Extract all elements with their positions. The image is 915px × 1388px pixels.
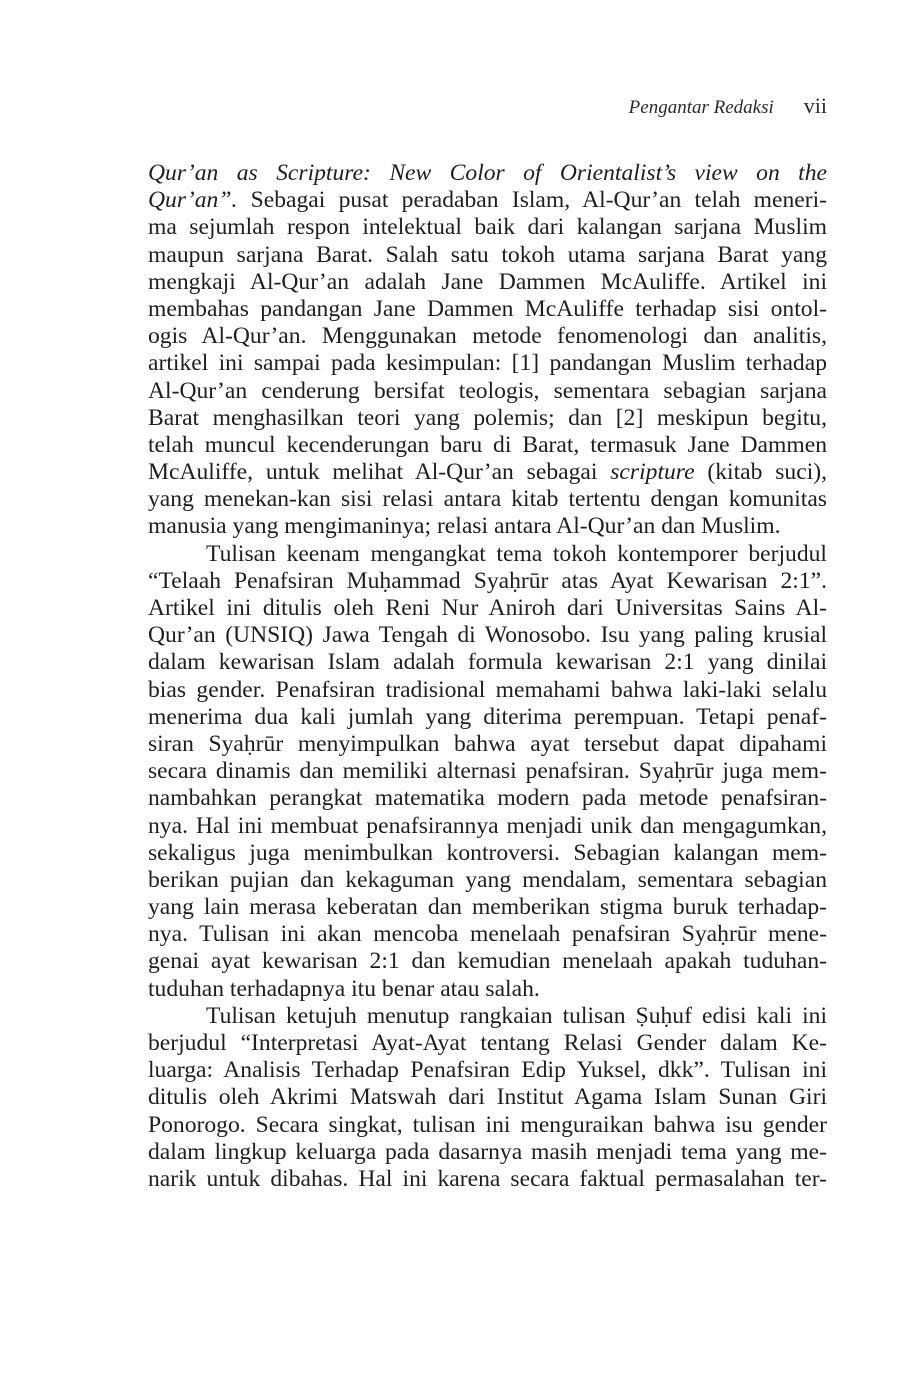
text-line: menerima dua kali jumlah yang diterima perempuan. Tetapi penaf- xyxy=(148,703,827,730)
text-line: Qur’an as Scripture: New Color of Orientalist’s view on the xyxy=(148,160,827,186)
text-line: artikel ini sampai pada kesimpulan: [1] pandangan Muslim terhadap xyxy=(148,350,827,377)
text-line: maupun sarjana Barat. Salah satu tokoh utama sarjana Barat yang xyxy=(148,241,827,268)
text-line: berjudul “Interpretasi Ayat-Ayat tentang Relasi Gender dalam Ke- xyxy=(148,1030,827,1056)
text-line: membahas pandangan Jane Dammen McAuliffe terhadap sisi ontol- xyxy=(148,295,827,322)
text-line: nambahkan perangkat matematika modern pada metode penafsiran- xyxy=(148,785,827,812)
text-segment-italic: Qur’an”. xyxy=(148,187,238,214)
text-line: tuduhan terhadapnya itu benar atau salah. xyxy=(148,975,540,1002)
running-head xyxy=(629,93,827,119)
text-line: Ponorogo. Secara singkat, tulisan ini menguraikan bahwa isu gender xyxy=(148,1111,827,1138)
text-line xyxy=(148,459,827,486)
text-line: manusia yang mengimaninya; relasi antara Al-Qur’an dan Muslim. xyxy=(148,513,781,540)
text-segment-italic: scripture xyxy=(610,459,695,486)
text-line: Artikel ini ditulis oleh Reni Nur Aniroh dari Universitas Sains Al- xyxy=(148,595,827,621)
text-line: Al-Qur’an cenderung bersifat teologis, sementara sebagian sarjana xyxy=(148,377,827,404)
text-line: Tulisan keenam mengangkat tema tokoh kontemporer berjudul xyxy=(206,540,827,567)
paragraph-1 xyxy=(148,160,827,541)
text-line: dalam kewarisan Islam adalah formula kewarisan 2:1 yang dinilai xyxy=(148,649,827,676)
text-line: genai ayat kewarisan 2:1 dan kemudian menelaah apakah tuduhan- xyxy=(148,948,827,975)
text-line: narik untuk dibahas. Hal ini karena secara faktual permasalahan ter- xyxy=(148,1165,827,1192)
text-line: ma sejumlah respon intelektual baik dari kalangan sarjana Muslim xyxy=(148,214,827,241)
text-line: telah muncul kecenderungan baru di Barat, termasuk Jane Dammen xyxy=(148,431,827,458)
text-line: dalam lingkup keluarga pada dasarnya masih menjadi tema yang me- xyxy=(148,1138,827,1165)
text-line: Tulisan ketujuh menutup rangkaian tulisan Ṣuḥuf edisi kali ini xyxy=(206,1002,827,1029)
text-segment: Sebagai pusat peradaban Islam, Al-Qur’an telah meneri- xyxy=(237,187,827,214)
text-line: ditulis oleh Akrimi Matswah dari Institut Agama Islam Sunan Giri xyxy=(148,1084,827,1111)
text-line: nya. Hal ini membuat penafsirannya menjadi unik dan mengagumkan, xyxy=(148,812,827,839)
text-line: berikan pujian dan kekaguman yang mendalam, sementara sebagian xyxy=(148,866,827,893)
text-line: yang lain merasa keberatan dan memberikan stigma buruk terhadap- xyxy=(148,894,827,921)
text-line xyxy=(148,187,827,214)
page-number: vii xyxy=(803,93,827,118)
running-title: Pengantar Redaksi xyxy=(628,97,774,118)
text-line: Qur’an (UNSIQ) Jawa Tengah di Wonosobo. Isu yang paling krusial xyxy=(148,622,827,649)
text-line: siran Syaḥrūr menyimpulkan bahwa ayat tersebut dapat dipahami xyxy=(148,730,827,757)
text-line: mengkaji Al-Qur’an adalah Jane Dammen McAuliffe. Artikel ini xyxy=(148,268,827,295)
text-line: “Telaah Penafsiran Muḥammad Syaḥrūr atas Ayat Kewarisan 2:1”. xyxy=(148,567,827,594)
text-line: sekaligus juga menimbulkan kontroversi. Sebagian kalangan mem- xyxy=(148,839,827,866)
text-line: bias gender. Penafsiran tradisional memahami bahwa laki-laki selalu xyxy=(148,676,827,703)
paragraph-2 xyxy=(148,541,827,1003)
text-line: Barat menghasilkan teori yang polemis; dan [2] meskipun begitu, xyxy=(148,404,827,431)
text-segment: (kitab suci), xyxy=(694,459,828,486)
text-line: nya. Tulisan ini akan mencoba menelaah penafsiran Syaḥrūr mene- xyxy=(148,921,827,948)
text-line: secara dinamis dan memiliki alternasi penafsiran. Syaḥrūr juga mem- xyxy=(148,758,827,785)
text-line: yang menekan-kan sisi relasi antara kitab tertentu dengan komunitas xyxy=(148,486,827,513)
body-text xyxy=(148,160,827,1193)
paragraph-3 xyxy=(148,1003,827,1193)
text-line: luarga: Analisis Terhadap Penafsiran Edip Yuksel, dkk”. Tulisan ini xyxy=(148,1057,827,1084)
text-line: ogis Al-Qur’an. Menggunakan metode fenomenologi dan analitis, xyxy=(148,323,827,350)
text-segment: McAuliffe, untuk melihat Al-Qur’an sebagai xyxy=(148,459,611,486)
